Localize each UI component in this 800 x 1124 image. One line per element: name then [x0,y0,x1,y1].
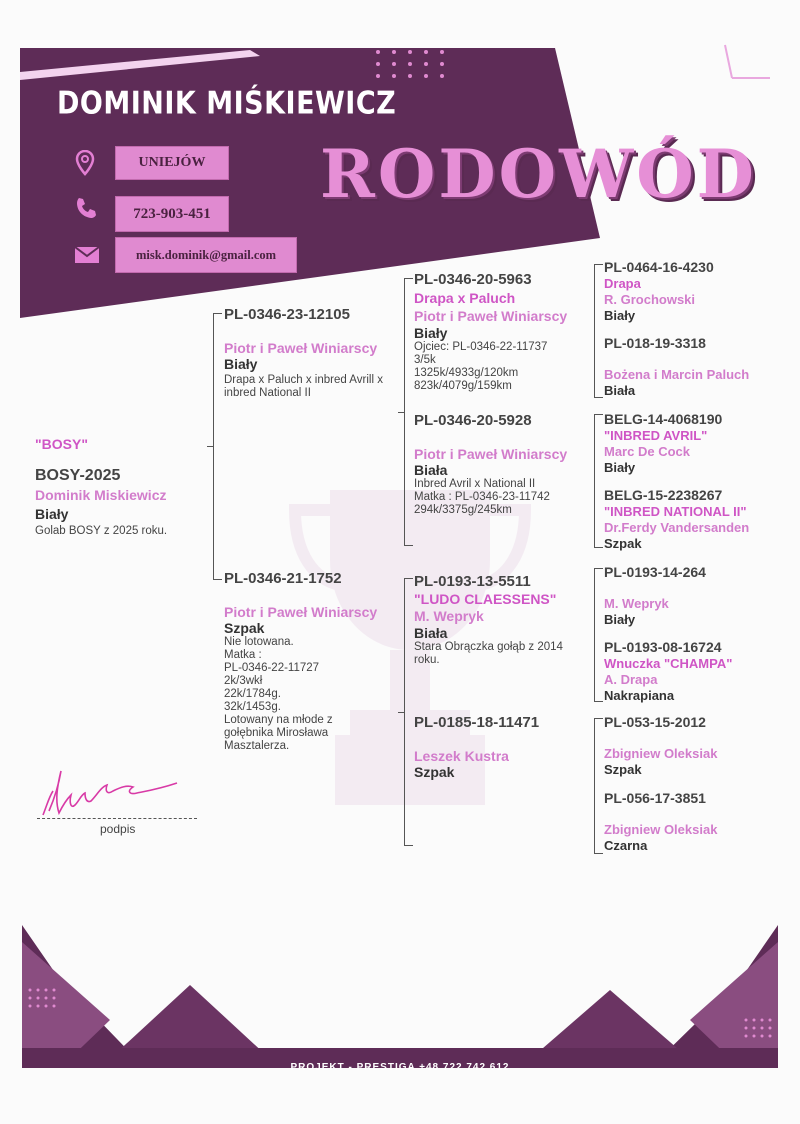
location-pin-icon [75,150,95,181]
bracket-gg3 [594,568,595,702]
gg-breeder: R. Grochowski [604,292,696,307]
gg-ring: BELG-15-2238267 [604,487,723,503]
dam-color: Szpak [224,620,265,636]
ss-note: Ojciec: PL-0346-22-11737 [414,341,548,353]
sire-ring: PL-0346-23-12105 [224,306,350,323]
dam-note: Masztalerza. [224,740,290,752]
subject-breeder: Dominik Miskiewicz [35,487,167,503]
sd-ring: PL-0346-20-5928 [414,412,532,429]
phone-text: 723-903-451 [133,206,211,222]
dam-note: 22k/1784g. [224,688,281,700]
sire-color: Biały [224,356,258,372]
gg-block-4 [604,487,794,551]
signature-label: podpis [100,822,136,836]
dam-note: PL-0346-22-11727 [224,662,320,674]
gg-block-2 [604,335,794,398]
gg-breeder: M. Wepryk [604,596,669,611]
dam-note: Matka : [224,649,262,661]
phone-icon [74,196,98,225]
gg-name: Wnuczka "CHAMPA" [604,656,733,671]
dam-block [224,570,402,753]
bracket-gg1 [594,264,595,398]
phone-box [115,196,229,232]
gg-color: Szpak [604,762,642,777]
gg-ring: PL-0464-16-4230 [604,259,714,275]
gg-block-8 [604,790,794,853]
dd-ring: PL-0185-18-11471 [414,714,540,731]
gg-ring: BELG-14-4068190 [604,411,723,427]
sd-breeder: Piotr i Paweł Winiarscy [414,446,568,462]
gg-breeder: Bożena i Marcin Paluch [604,367,750,382]
dam-note: Lotowany na młode z [224,714,333,726]
dd-color: Szpak [414,764,455,780]
gg-color: Biały [604,460,636,475]
ds-breeder: M. Wepryk [414,608,484,624]
bracket-sire [404,278,405,546]
gg-block-6 [604,639,794,703]
gg-breeder: Zbigniew Oleksiak [604,746,718,761]
gg-block-7 [604,714,794,777]
ss-name: Drapa x Paluch [414,290,516,306]
ds-note: Stara Obrączka gołąb z 2014 [414,641,563,653]
sire-note-1: Drapa x Paluch x inbred Avrill x [224,374,383,386]
ds-note: roku. [414,654,440,666]
ds-color: Biała [414,625,448,641]
gg-name: "INBRED AVRIL" [604,428,708,443]
signature [35,765,215,825]
gg-breeder: Dr.Ferdy Vandersanden [604,520,750,535]
gg-block-3 [604,411,794,475]
gg-color: Biała [604,383,636,398]
gg-name: Drapa [604,276,641,291]
bracket-subject [213,313,214,580]
footer-banner [0,920,800,1100]
tick-sire [398,412,404,413]
subject-nickname: "BOSY" [35,436,88,452]
sd-block [414,412,592,517]
email-box[interactable] [115,237,297,273]
bracket-gg2 [594,414,595,548]
sd-color: Biała [414,462,448,478]
dam-ring: PL-0346-21-1752 [224,570,342,587]
city-text: UNIEJÓW [138,155,206,170]
owner-name: DOMINIK MIŚKIEWICZ [57,86,397,122]
dd-breeder: Leszek Kustra [414,748,509,764]
sire-note-2: inbred National II [224,387,311,399]
page-title: RODOWÓD [320,135,757,213]
gg-breeder: A. Drapa [604,672,658,687]
gg-color: Czarna [604,838,648,853]
ss-ring: PL-0346-20-5963 [414,271,532,288]
gg-color: Biały [604,308,636,323]
ss-breeder: Piotr i Paweł Winiarscy [414,308,568,324]
gg-ring: PL-056-17-3851 [604,790,706,806]
bracket-dam [404,578,405,846]
gg-color: Nakrapiana [604,688,675,703]
footer-text: PROJEKT - PRESTIGA +48 722 742 612 [290,1062,510,1073]
dd-block [414,714,592,780]
ss-note: 3/5k [414,354,436,366]
subject-note: Golab BOSY z 2025 roku. [35,525,168,537]
subject-block [35,436,210,538]
sd-note: 294k/3375g/245km [414,504,512,516]
subject-color: Biały [35,506,69,522]
gg-block-1 [604,259,794,323]
gg-ring: PL-0193-08-16724 [604,639,722,655]
gg-breeder: Zbigniew Oleksiak [604,822,718,837]
city-box [115,146,229,180]
email-text[interactable]: misk.dominik@gmail.com [135,248,277,262]
subject-ring: BOSY-2025 [35,467,121,484]
bracket-gg4 [594,718,595,854]
sire-breeder: Piotr i Paweł Winiarscy [224,340,378,356]
ds-name: "LUDO CLAESSENS" [414,591,557,607]
dam-breeder: Piotr i Paweł Winiarscy [224,604,378,620]
dam-note: Nie lotowana. [224,636,294,648]
ss-block [414,271,592,393]
gg-ring: PL-018-19-3318 [604,335,706,351]
sire-block [224,306,402,400]
sd-note: Matka : PL-0346-23-11742 [414,491,550,503]
ds-ring: PL-0193-13-5511 [414,573,531,590]
mail-icon [74,245,100,270]
ss-note: 823k/4079g/159km [414,380,512,392]
ss-color: Biały [414,325,448,341]
gg-ring: PL-053-15-2012 [604,714,706,730]
gg-breeder: Marc De Cock [604,444,690,459]
gg-block-5 [604,564,794,627]
dam-note: gołębnika Mirosława [224,727,329,739]
dam-note: 32k/1453g. [224,701,281,713]
gg-ring: PL-0193-14-264 [604,564,706,580]
sd-note: Inbred Avril x National II [414,478,536,490]
gg-color: Szpak [604,536,642,551]
signature-line [37,818,197,819]
gg-name: "INBRED NATIONAL II" [604,504,747,519]
ds-block [414,573,592,667]
dam-note: 2k/3wkł [224,675,263,687]
gg-color: Biały [604,612,636,627]
ss-note: 1325k/4933g/120km [414,367,519,379]
